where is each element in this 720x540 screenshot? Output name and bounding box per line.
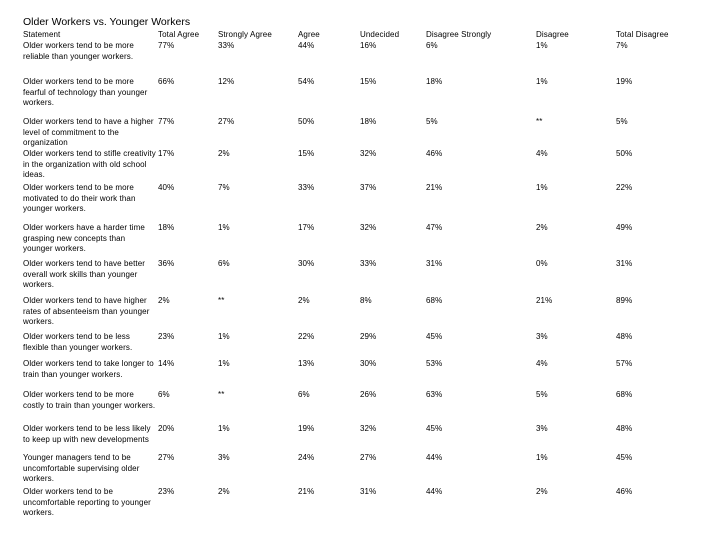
row-value-agree: 2% — [298, 296, 310, 305]
row-statement: Older workers tend to be more motivated to do their work than younger workers. — [23, 183, 136, 213]
row-value-strongly-agree: ** — [218, 390, 225, 399]
row-value-strongly-agree: 1% — [218, 359, 230, 368]
row-value-total-agree: 23% — [158, 332, 175, 341]
row-value-agree: 30% — [298, 259, 315, 268]
row-value-disagree-strongly: 63% — [426, 390, 443, 399]
row-value-total-agree: 20% — [158, 424, 175, 433]
row-value-strongly-agree: 2% — [218, 149, 230, 158]
row-statement: Older workers tend to have better overall work skills than younger workers. — [23, 259, 146, 289]
row-value-strongly-agree: 27% — [218, 117, 235, 126]
row-value-total-agree: 23% — [158, 487, 175, 496]
row-value-disagree-strongly: 6% — [426, 41, 438, 50]
row-value-disagree: 1% — [536, 453, 548, 462]
row-value-undecided: 33% — [360, 259, 377, 268]
row-statement: Older workers tend to be uncomfortable reporting to younger workers. — [23, 487, 151, 517]
row-value-total-disagree: 49% — [616, 223, 633, 232]
row-value-disagree: 5% — [536, 390, 548, 399]
row-value-strongly-agree: 1% — [218, 332, 230, 341]
row-value-undecided: 32% — [360, 223, 377, 232]
row-value-total-disagree: 57% — [616, 359, 633, 368]
row-value-agree: 24% — [298, 453, 315, 462]
row-value-disagree-strongly: 21% — [426, 183, 443, 192]
row-value-disagree: 3% — [536, 424, 548, 433]
row-value-disagree: 4% — [536, 359, 548, 368]
row-value-agree: 44% — [298, 41, 315, 50]
column-header-disagree-strongly: Disagree Strongly — [426, 30, 492, 39]
row-statement: Older workers tend to have a higher level of commitment to the organization — [23, 117, 154, 147]
row-value-agree: 22% — [298, 332, 315, 341]
row-statement: Older workers tend to stifle creativity in the organization with old school ideas. — [23, 149, 156, 179]
row-value-strongly-agree: 12% — [218, 77, 235, 86]
row-statement: Older workers tend to be more reliable than younger workers. — [23, 41, 134, 61]
row-value-strongly-agree: 1% — [218, 424, 230, 433]
row-value-agree: 15% — [298, 149, 315, 158]
row-value-disagree-strongly: 45% — [426, 332, 443, 341]
row-value-total-agree: 17% — [158, 149, 175, 158]
row-value-disagree-strongly: 5% — [426, 117, 438, 126]
row-value-disagree: 3% — [536, 332, 548, 341]
row-value-disagree: 2% — [536, 223, 548, 232]
row-value-total-agree: 6% — [158, 390, 170, 399]
row-statement: Older workers tend to be less flexible than younger workers. — [23, 332, 133, 352]
row-value-undecided: 37% — [360, 183, 377, 192]
row-value-agree: 21% — [298, 487, 315, 496]
row-value-disagree-strongly: 31% — [426, 259, 443, 268]
row-value-strongly-agree: 33% — [218, 41, 235, 50]
row-value-strongly-agree: ** — [218, 296, 225, 305]
row-value-undecided: 18% — [360, 117, 377, 126]
row-statement: Older workers tend to have higher rates of absenteeism than younger workers. — [23, 296, 150, 326]
row-value-disagree-strongly: 68% — [426, 296, 443, 305]
column-header-disagree: Disagree — [536, 30, 569, 39]
row-value-disagree-strongly: 46% — [426, 149, 443, 158]
row-value-total-disagree: 7% — [616, 41, 628, 50]
row-value-strongly-agree: 7% — [218, 183, 230, 192]
row-value-strongly-agree: 2% — [218, 487, 230, 496]
row-statement: Older workers tend to take longer to train than younger workers. — [23, 359, 154, 379]
row-value-undecided: 27% — [360, 453, 377, 462]
row-value-disagree-strongly: 53% — [426, 359, 443, 368]
row-value-disagree-strongly: 47% — [426, 223, 443, 232]
row-value-total-disagree: 5% — [616, 117, 628, 126]
row-value-undecided: 15% — [360, 77, 377, 86]
row-value-total-disagree: 48% — [616, 332, 633, 341]
row-value-total-agree: 77% — [158, 117, 175, 126]
row-value-disagree: 1% — [536, 183, 548, 192]
column-header-total-disagree: Total Disagree — [616, 30, 669, 39]
column-header-total-agree: Total Agree — [158, 30, 200, 39]
row-value-total-agree: 2% — [158, 296, 170, 305]
row-value-total-agree: 36% — [158, 259, 175, 268]
row-value-undecided: 8% — [360, 296, 372, 305]
row-value-total-disagree: 19% — [616, 77, 633, 86]
row-value-agree: 6% — [298, 390, 310, 399]
row-value-disagree: ** — [536, 117, 543, 126]
row-value-total-agree: 40% — [158, 183, 175, 192]
row-value-undecided: 16% — [360, 41, 377, 50]
row-value-agree: 19% — [298, 424, 315, 433]
row-value-undecided: 31% — [360, 487, 377, 496]
row-statement: Older workers tend to be less likely to keep up with new developments — [23, 424, 151, 444]
row-statement: Younger managers tend to be uncomfortable supervising older workers. — [23, 453, 140, 483]
row-value-disagree-strongly: 18% — [426, 77, 443, 86]
row-value-agree: 50% — [298, 117, 315, 126]
row-value-disagree: 4% — [536, 149, 548, 158]
row-value-strongly-agree: 1% — [218, 223, 230, 232]
row-value-disagree: 1% — [536, 77, 548, 86]
row-value-total-agree: 27% — [158, 453, 175, 462]
row-value-total-disagree: 89% — [616, 296, 633, 305]
column-header-statement: Statement — [23, 30, 61, 39]
row-value-total-agree: 66% — [158, 77, 175, 86]
row-value-disagree-strongly: 44% — [426, 453, 443, 462]
row-value-disagree: 0% — [536, 259, 548, 268]
row-value-agree: 33% — [298, 183, 315, 192]
row-value-total-disagree: 45% — [616, 453, 633, 462]
row-value-undecided: 29% — [360, 332, 377, 341]
row-value-strongly-agree: 6% — [218, 259, 230, 268]
row-value-disagree: 1% — [536, 41, 548, 50]
row-value-total-disagree: 68% — [616, 390, 633, 399]
column-header-undecided: Undecided — [360, 30, 400, 39]
row-value-disagree: 21% — [536, 296, 553, 305]
row-value-total-disagree: 50% — [616, 149, 633, 158]
row-value-total-agree: 14% — [158, 359, 175, 368]
row-value-disagree-strongly: 44% — [426, 487, 443, 496]
row-value-agree: 17% — [298, 223, 315, 232]
row-value-total-disagree: 22% — [616, 183, 633, 192]
row-value-agree: 13% — [298, 359, 315, 368]
column-header-agree: Agree — [298, 30, 320, 39]
row-value-total-disagree: 31% — [616, 259, 633, 268]
row-statement: Older workers tend to be more fearful of technology than younger workers. — [23, 77, 148, 107]
row-statement: Older workers tend to be more costly to train than younger workers. — [23, 390, 156, 410]
row-value-undecided: 30% — [360, 359, 377, 368]
slide-title: Older Workers vs. Younger Workers — [23, 16, 191, 28]
row-value-disagree: 2% — [536, 487, 548, 496]
row-value-strongly-agree: 3% — [218, 453, 230, 462]
row-value-total-agree: 77% — [158, 41, 175, 50]
row-statement: Older workers have a harder time grasping new concepts than younger workers. — [23, 223, 145, 253]
row-value-agree: 54% — [298, 77, 315, 86]
row-value-disagree-strongly: 45% — [426, 424, 443, 433]
row-value-total-disagree: 48% — [616, 424, 633, 433]
row-value-undecided: 32% — [360, 149, 377, 158]
column-header-strongly-agree: Strongly Agree — [218, 30, 272, 39]
row-value-total-disagree: 46% — [616, 487, 633, 496]
row-value-undecided: 32% — [360, 424, 377, 433]
row-value-total-agree: 18% — [158, 223, 175, 232]
row-value-undecided: 26% — [360, 390, 377, 399]
